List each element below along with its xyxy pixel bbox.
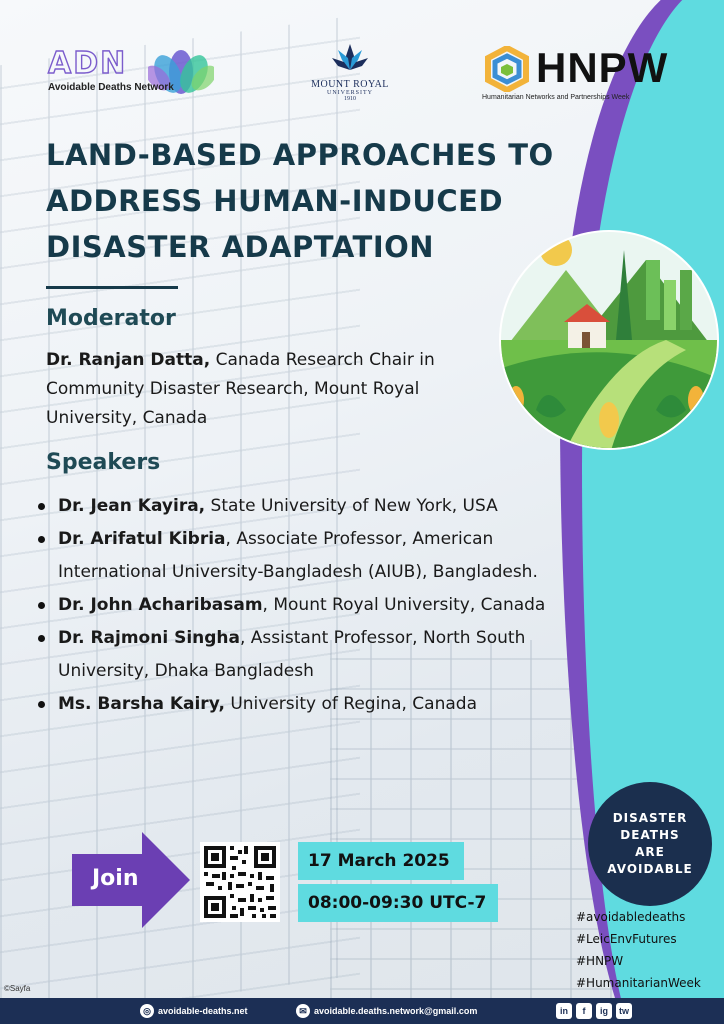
hnpw-name: HNPW [536, 44, 669, 91]
speaker-detail: , Mount Royal University, Canada [262, 595, 546, 615]
speaker-name: Dr. Rajmoni Singha [58, 628, 240, 648]
hnpw-hexagon-icon [484, 46, 530, 92]
speaker-detail: , Associate Professor, American International University-Bangladesh (AIUB), Bangladesh. [58, 529, 538, 582]
hashtag: #HumanitarianWeek [576, 976, 701, 990]
speaker-detail: University of Regina, Canada [224, 694, 477, 714]
adn-logo-name: Avoidable Deaths Network [48, 82, 174, 93]
mru-year: 1910 [344, 96, 356, 102]
twitter-icon[interactable]: tw [616, 1003, 632, 1019]
hnpw-logo [480, 44, 680, 106]
badge-line-4: AVOIDABLE [607, 862, 693, 876]
title-line-2: ADDRESS HUMAN-INDUCED [46, 184, 504, 218]
moderator-heading: Moderator [46, 306, 176, 331]
social-links [556, 1003, 632, 1019]
speaker-name: Ms. Barsha Kairy, [58, 694, 225, 714]
linkedin-icon[interactable]: in [556, 1003, 572, 1019]
event-time: 08:00-09:30 UTC-7 [298, 884, 498, 922]
speaker-item [36, 688, 596, 721]
disaster-deaths-badge [588, 782, 712, 906]
hashtag: #avoidabledeaths [576, 910, 686, 924]
event-date: 17 March 2025 [298, 842, 464, 880]
badge-line-3: ARE [635, 845, 665, 859]
badge-line-1: DISASTER [612, 811, 688, 825]
speaker-name: Dr. Arifatul Kibria [58, 529, 226, 549]
mru-star-icon [330, 42, 370, 72]
speakers-heading: Speakers [46, 450, 161, 475]
speaker-item [36, 589, 596, 622]
hashtag: #HNPW [576, 954, 624, 968]
hashtag-list [576, 906, 701, 994]
moderator-block [46, 346, 496, 433]
adn-logo-letters: ADN [48, 46, 128, 81]
qr-code[interactable] [200, 842, 280, 922]
hnpw-full-name: Humanitarian Networks and Partnerships Week [482, 94, 630, 101]
footer-bar [0, 998, 724, 1024]
badge-line-2: DEATHS [620, 828, 680, 842]
landscape-illustration [496, 210, 722, 470]
speaker-item [36, 490, 596, 523]
mru-sub: UNIVERSITY [327, 90, 373, 96]
speaker-name: Dr. John Acharibasam [58, 595, 263, 615]
instagram-icon[interactable]: ig [596, 1003, 612, 1019]
moderator-name: Dr. Ranjan Datta, [46, 350, 211, 370]
speaker-detail: State University of New York, USA [205, 496, 498, 516]
globe-icon: ◎ [140, 1004, 154, 1018]
website-link[interactable]: avoidable-deaths.net [158, 1006, 248, 1016]
speakers-list [36, 490, 596, 721]
footer-email[interactable] [296, 1004, 477, 1018]
title-divider [46, 286, 178, 289]
title-line-1: LAND-BASED APPROACHES TO [46, 138, 554, 172]
moderator-detail: Canada Research Chair in Community Disaster Research, Mount Royal University, Canada [46, 350, 435, 428]
email-link[interactable]: avoidable.deaths.network@gmail.com [314, 1006, 478, 1016]
join-label[interactable]: Join [92, 866, 139, 891]
speaker-name: Dr. Jean Kayira, [58, 496, 206, 516]
adn-logo [48, 46, 218, 102]
mru-name: MOUNT ROYAL [311, 79, 389, 90]
title-line-3: DISASTER ADAPTATION [46, 230, 435, 264]
facebook-icon[interactable]: f [576, 1003, 592, 1019]
speaker-detail: , Assistant Professor, North South University, Dhaka Bangladesh [58, 628, 526, 681]
mount-royal-logo [300, 42, 400, 106]
page-title [46, 132, 566, 270]
hashtag: #LeicEnvFutures [576, 932, 677, 946]
image-credit: ©Sayfa [4, 984, 31, 993]
speaker-item [36, 523, 596, 589]
footer-website[interactable] [140, 1004, 248, 1018]
email-icon: ✉ [296, 1004, 310, 1018]
speaker-item [36, 622, 596, 688]
